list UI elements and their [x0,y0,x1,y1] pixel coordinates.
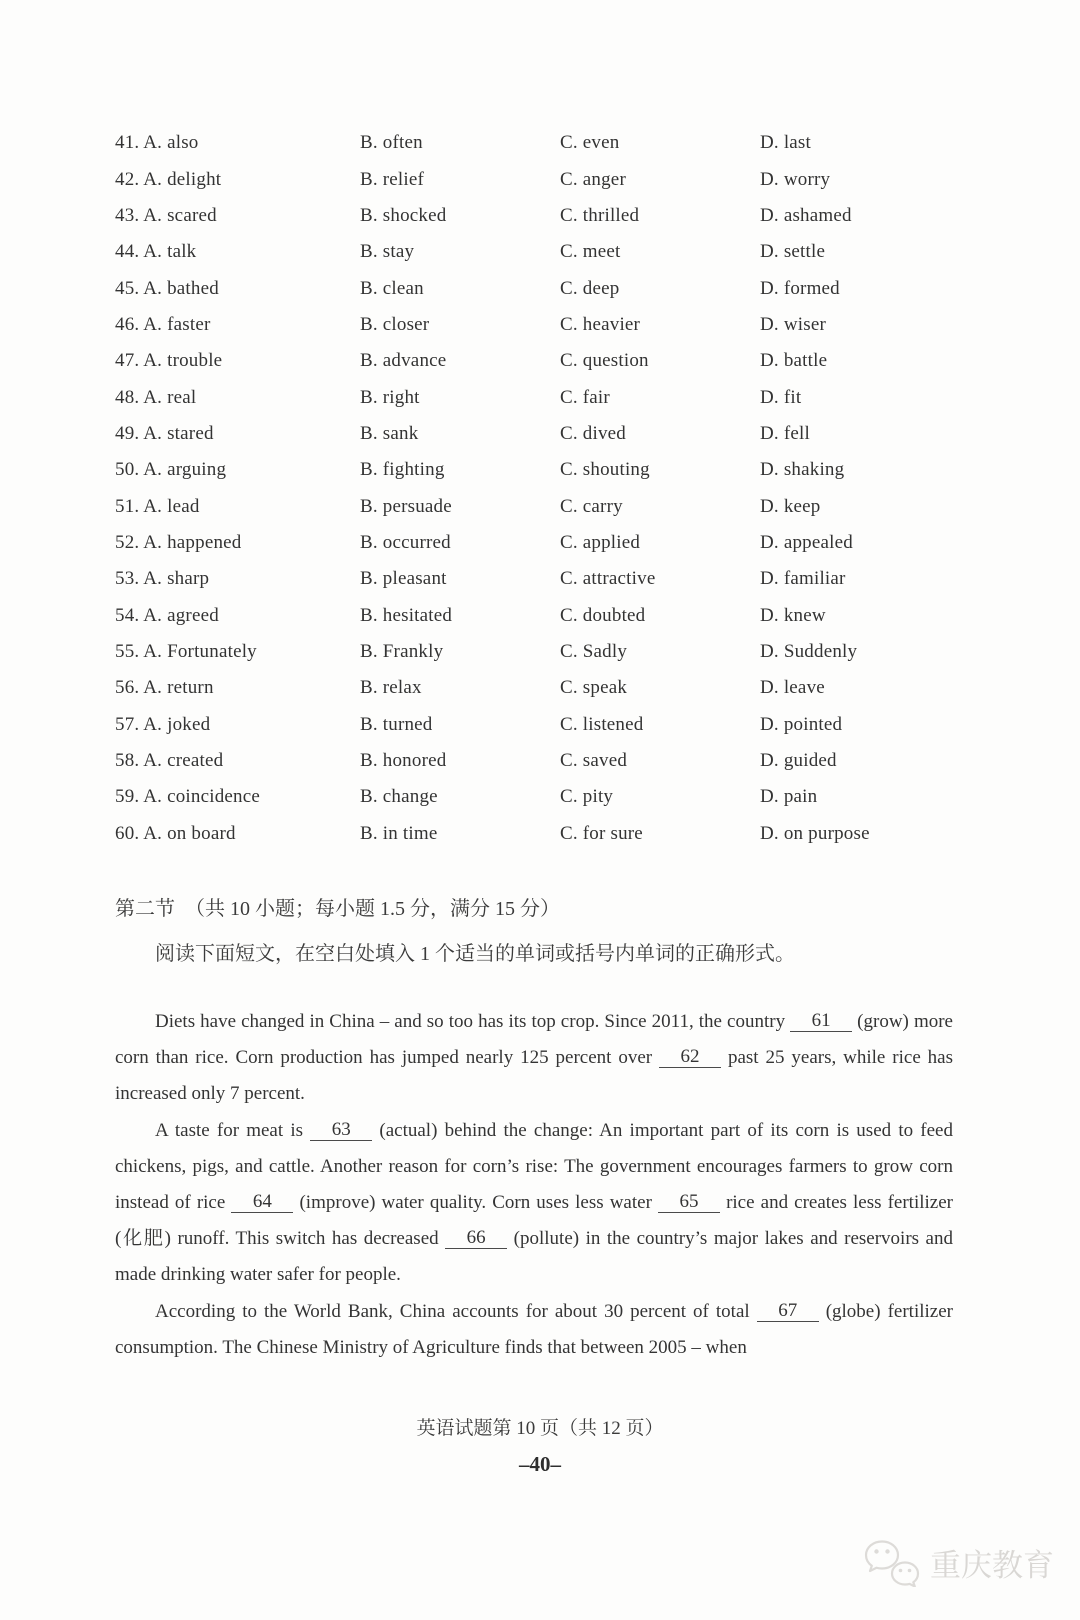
question-number: 42. [115,168,144,190]
question-number: 57. [115,713,144,735]
option-row-58 [115,743,1040,779]
question-number: 43. [115,204,144,226]
option-row-50 [115,452,1040,488]
option-a-cell [115,423,360,445]
question-number: 53. [115,568,144,590]
option-a-label: A. coincidence [143,786,261,808]
passage-text: (improve) water quality. Corn uses less water [293,1192,658,1214]
option-d-label: D. pain [760,786,818,808]
option-b-label: B. often [360,132,423,154]
option-a-cell [115,750,360,772]
option-a-label: A. happened [143,531,242,553]
option-a-cell [115,496,360,518]
option-row-48 [115,379,1040,415]
option-c-label: C. Sadly [560,640,628,662]
option-a-label: A. stared [143,422,214,444]
option-b-label: B. pleasant [360,568,447,590]
option-row-59 [115,779,1040,815]
passage-text: According to the World Bank, China accounts for about 30 percent of total [155,1300,757,1322]
option-row-41 [115,125,1040,161]
option-a-cell [115,677,360,699]
option-row-54 [115,597,1040,633]
option-d-label: D. last [760,132,812,154]
option-b-label: B. Frankly [360,640,444,662]
option-a-label: A. delight [143,168,222,190]
option-a-label: A. scared [143,204,217,226]
option-c-label: C. applied [560,531,641,553]
option-b-label: B. right [360,386,420,408]
option-row-52 [115,525,1040,561]
option-d-label: D. knew [760,604,826,626]
section-heading: 第二节 （共 10 小题；每小题 1.5 分，满分 15 分） [115,898,560,920]
option-a-label: A. arguing [143,459,227,481]
option-d-label: D. worry [760,168,831,190]
option-b-label: B. turned [360,713,433,735]
option-c-label: C. heavier [560,313,641,335]
question-number: 54. [115,604,144,626]
blank-63: 63 [310,1120,372,1141]
passage-paragraph [115,1004,953,1113]
option-row-45 [115,270,1040,306]
passage-paragraph [115,1113,953,1294]
passage-text: past 25 years, while rice has increased only 7 percent. [115,1047,953,1105]
option-c-label: C. speak [560,677,628,699]
option-b-label: B. persuade [360,495,452,517]
option-c-label: C. pity [560,786,614,808]
option-b-label: B. fighting [360,459,445,481]
option-d-label: D. shaking [760,459,845,481]
option-a-cell [115,132,360,154]
option-a-label: A. agreed [143,604,219,626]
option-c-label: C. meet [560,241,621,263]
options-table [115,125,1040,852]
question-number: 58. [115,750,144,772]
option-c-label: C. doubted [560,604,646,626]
option-b-label: B. closer [360,313,430,335]
option-a-cell [115,278,360,300]
option-d-label: D. fit [760,386,802,408]
option-c-label: C. carry [560,495,623,517]
option-d-label: D. Suddenly [760,640,858,662]
passage-text: A taste for meat is [155,1119,311,1141]
option-d-label: D. guided [760,750,837,772]
option-d-label: D. keep [760,495,821,517]
question-number: 56. [115,677,144,699]
option-a-label: A. return [143,677,214,699]
footer-page-label: 英语试题第 10 页（共 12 页） [416,1418,664,1439]
option-a-label: A. bathed [143,277,219,299]
question-number: 46. [115,313,144,335]
option-a-label: A. talk [143,241,197,263]
option-row-55 [115,634,1040,670]
option-b-label: B. stay [360,241,415,263]
blank-64: 64 [231,1192,293,1213]
option-b-label: B. sank [360,422,419,444]
option-d-label: D. fell [760,422,810,444]
option-b-label: B. clean [360,277,424,299]
passage-text: (pollute) in the country’s major lakes and reservoirs and made drinking water safer for people. [115,1228,953,1286]
option-a-cell [115,169,360,191]
option-d-label: D. appealed [760,531,853,553]
option-b-label: B. honored [360,750,447,772]
option-a-label: A. lead [143,495,200,517]
option-a-cell [115,387,360,409]
option-c-label: C. deep [560,277,620,299]
option-d-label: D. ashamed [760,204,852,226]
passage-text: (globe) fertilizer consumption. The Chinese Ministry of Agriculture finds that between 2005 – when [115,1300,953,1358]
option-b-label: B. advance [360,350,447,372]
question-number: 47. [115,350,144,372]
question-number: 59. [115,786,144,808]
option-d-label: D. battle [760,350,828,372]
option-c-label: C. fair [560,386,610,408]
watermark-text: 重庆教育 [930,1547,1054,1583]
option-a-cell [115,205,360,227]
option-d-label: D. on purpose [760,822,870,844]
option-c-label: C. saved [560,750,628,772]
option-row-49 [115,416,1040,452]
passage-text: (actual) behind the change: An important part of its corn is used to feed chickens, pigs, and cattle. Another reason for corn’s rise: The government encourages farmers to grow corn instead of rice [115,1119,953,1214]
option-row-51 [115,488,1040,524]
option-c-label: C. thrilled [560,204,640,226]
option-d-label: D. familiar [760,568,846,590]
question-number: 44. [115,241,144,263]
option-a-cell [115,532,360,554]
question-number: 41. [115,132,144,154]
option-a-cell [115,568,360,590]
option-c-label: C. shouting [560,459,650,481]
option-row-57 [115,707,1040,743]
option-a-label: A. on board [143,822,236,844]
question-number: 55. [115,640,144,662]
option-a-cell [115,314,360,336]
passage-paragraph [115,1294,953,1366]
option-a-cell [115,641,360,663]
question-number: 48. [115,386,144,408]
section-instruction: 阅读下面短文，在空白处填入 1 个适当的单词或括号内单词的正确形式。 [155,943,795,965]
page-number: –40– [519,1452,561,1476]
option-b-label: B. in time [360,822,438,844]
option-b-label: B. occurred [360,531,451,553]
option-d-label: D. leave [760,677,825,699]
passage-text: rice and creates less fertilizer (化肥) runoff. This switch has decreased [115,1192,953,1250]
question-number: 50. [115,459,144,481]
option-b-label: B. relax [360,677,422,699]
option-a-cell [115,786,360,808]
option-c-label: C. listened [560,713,644,735]
option-a-cell [115,459,360,481]
option-a-label: A. created [143,750,224,772]
option-row-44 [115,234,1040,270]
option-row-43 [115,198,1040,234]
blank-61: 61 [790,1011,852,1032]
blank-66: 66 [445,1228,507,1249]
question-number: 60. [115,822,144,844]
option-a-label: A. Fortunately [143,640,257,662]
option-a-cell [115,714,360,736]
option-b-label: B. shocked [360,204,447,226]
option-a-label: A. also [143,132,199,154]
option-a-label: A. sharp [143,568,210,590]
option-d-label: D. formed [760,277,840,299]
blank-65: 65 [658,1192,720,1213]
option-a-label: A. faster [143,313,211,335]
watermark [862,1537,1054,1587]
option-d-label: D. wiser [760,313,826,335]
passage-text: Diets have changed in China – and so too has its top crop. Since 2011, the country [155,1011,791,1032]
option-a-cell [115,241,360,263]
option-c-label: C. for sure [560,822,643,844]
option-a-cell [115,823,360,845]
question-number: 51. [115,495,144,517]
option-c-label: C. anger [560,168,626,190]
option-b-label: B. relief [360,168,425,190]
option-c-label: C. question [560,350,649,372]
option-c-label: C. even [560,132,620,154]
cloze-passage [115,1004,953,1366]
option-row-56 [115,670,1040,706]
option-a-label: A. real [143,386,197,408]
blank-62: 62 [659,1047,721,1068]
option-d-label: D. pointed [760,713,843,735]
option-b-label: B. change [360,786,438,808]
option-row-60 [115,816,1040,852]
question-number: 49. [115,422,144,444]
option-row-53 [115,561,1040,597]
blank-67: 67 [757,1301,819,1322]
passage-text: (grow) more corn than rice. Corn production has jumped nearly 125 percent over [115,1011,953,1069]
option-row-42 [115,161,1040,197]
option-a-label: A. trouble [143,350,223,372]
option-c-label: C. dived [560,422,626,444]
option-b-label: B. hesitated [360,604,453,626]
option-a-cell [115,605,360,627]
wechat-icon [862,1537,922,1587]
option-row-46 [115,307,1040,343]
option-row-47 [115,343,1040,379]
question-number: 52. [115,531,144,553]
option-a-cell [115,350,360,372]
option-c-label: C. attractive [560,568,656,590]
question-number: 45. [115,277,144,299]
option-a-label: A. joked [143,713,211,735]
option-d-label: D. settle [760,241,826,263]
